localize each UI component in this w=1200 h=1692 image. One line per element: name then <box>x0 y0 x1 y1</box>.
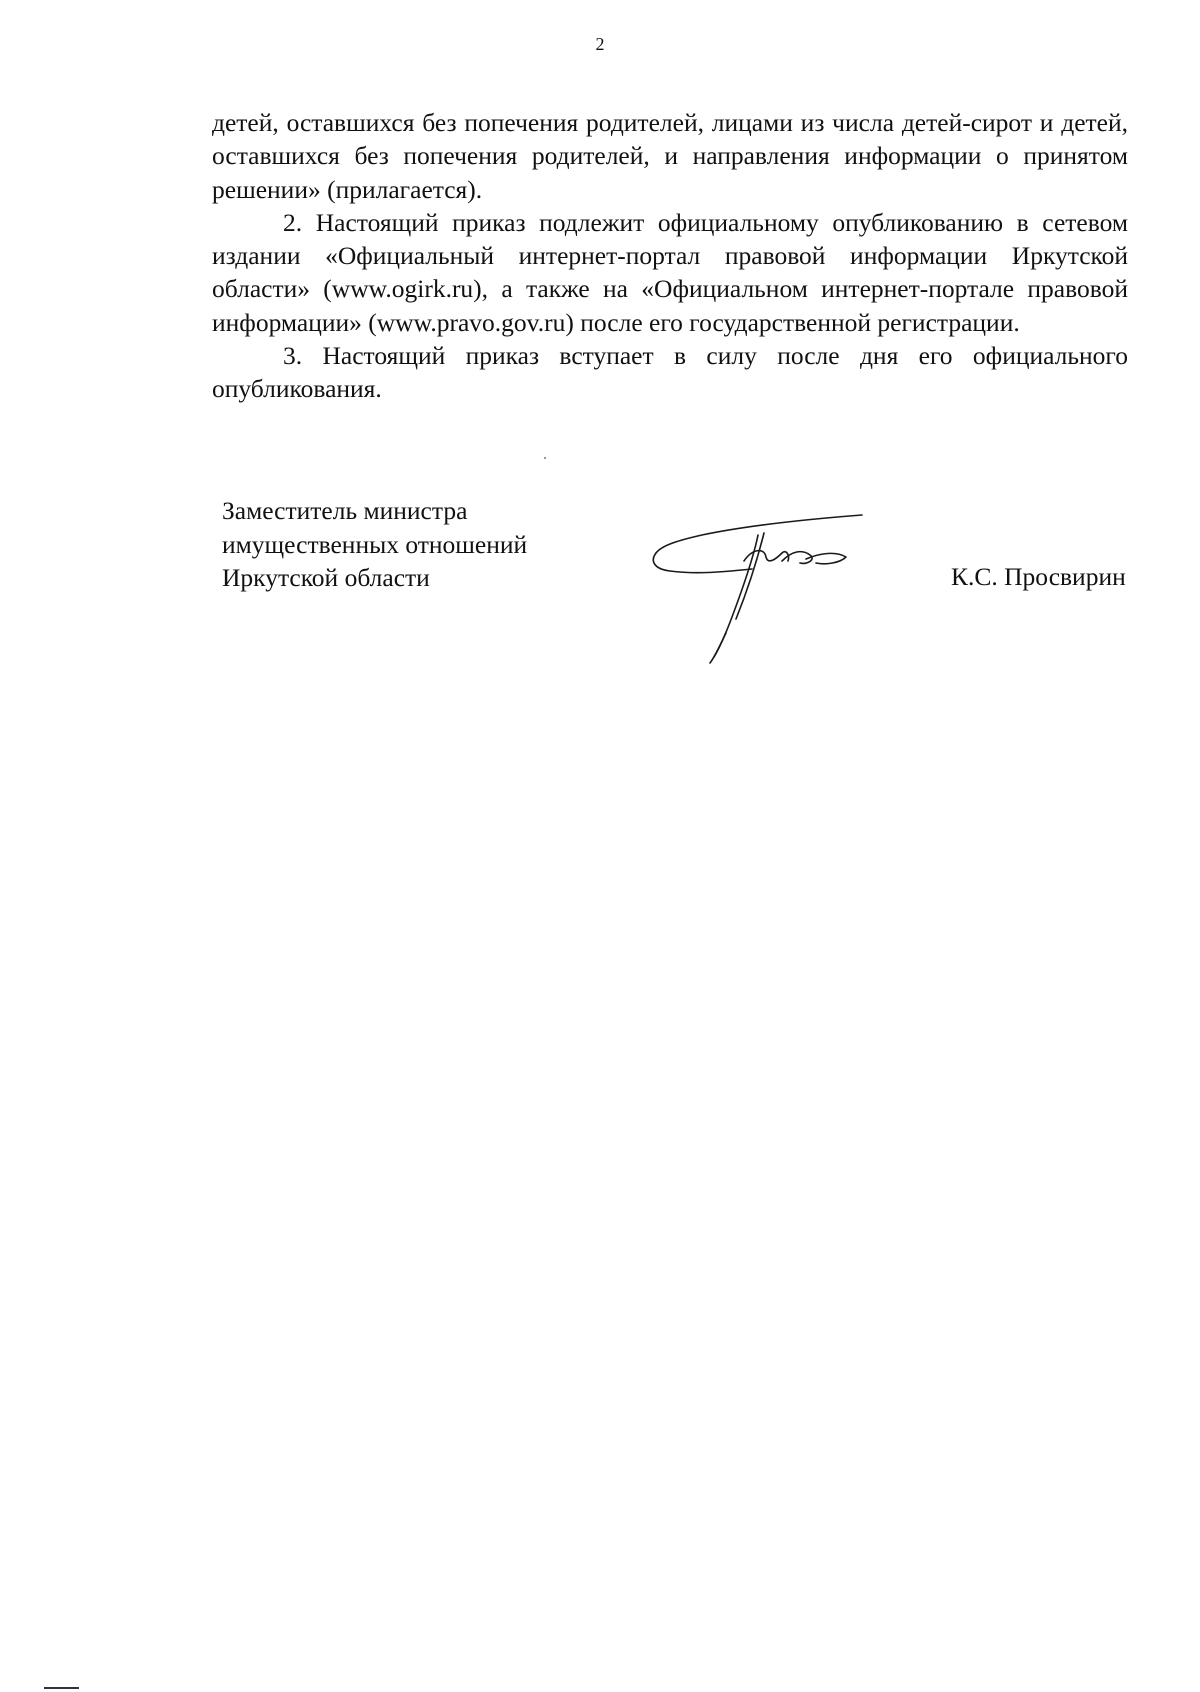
position-line-3: Иркутской области <box>222 563 430 592</box>
scan-speck <box>544 457 546 459</box>
page-edge-mark <box>44 1687 79 1689</box>
paragraph-publication: 2. Настоящий приказ подлежит официальному опубликованию в сетевом издании «Официальный интернет-портал правовой информации Иркутской области» (www.ogirk.ru), а также на «Официальном интернет-портале правовой информации» (www.pravo.gov.ru) после его государственной регистрации. <box>212 207 1128 337</box>
position-line-2: имущественных отношений <box>222 529 528 559</box>
position-line-1: Заместитель министра <box>222 496 468 525</box>
paragraph-effective-date: 3. Настоящий приказ вступает в силу после дня его официального опубликования. <box>212 341 1128 404</box>
page-number: 2 <box>595 34 605 54</box>
signer-name: К.С. Просвирин <box>951 562 1126 591</box>
paragraph-continuation: детей, оставшихся без попечения родителей, лицами из числа детей-сирот и детей, оставшихся без попечения родителей, и направления информации о принятом решении» (прилагается). <box>212 108 1128 204</box>
handwritten-signature <box>640 505 875 670</box>
document-body <box>212 106 1128 406</box>
signatory-position <box>222 494 527 595</box>
